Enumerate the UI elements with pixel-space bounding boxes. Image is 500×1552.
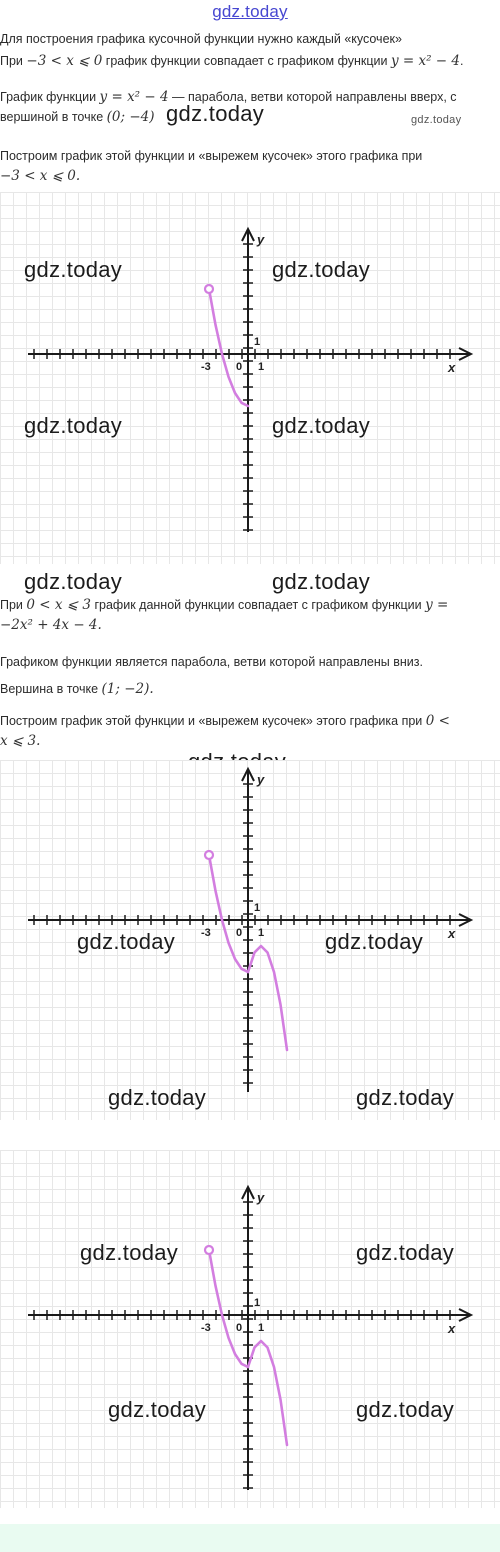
function-curve-2	[248, 1341, 287, 1445]
x-unit-label: 1	[258, 361, 265, 373]
math-inequality: 0 <	[425, 713, 450, 729]
watermark: gdz.today	[108, 1397, 207, 1422]
text-fragment: график данной функции совпадает с графиком функции	[91, 598, 426, 612]
x-minus-three-label: -3	[201, 361, 211, 373]
graph-3-svg	[0, 1150, 500, 1508]
watermark: gdz.today	[356, 1240, 455, 1265]
function-curve-1	[209, 289, 248, 406]
y-unit-label: 1	[254, 902, 261, 914]
graph-2	[0, 760, 500, 1120]
origin-label: 0	[236, 927, 243, 939]
function-curve-1	[209, 1250, 248, 1367]
math-function: y =	[425, 597, 449, 613]
intro-line-2	[0, 51, 496, 71]
watermark: gdz.today	[325, 929, 424, 954]
open-endpoint	[205, 285, 213, 293]
x-minus-three-label: -3	[201, 1322, 211, 1334]
graph-1	[0, 192, 500, 564]
watermark: gdz.today	[272, 413, 371, 438]
y-axis-label: y	[257, 1190, 265, 1205]
text-fragment: график функции совпадает с графиком функции	[102, 54, 391, 68]
vertex-line	[0, 679, 496, 699]
watermark-small: gdz.today	[411, 114, 462, 126]
open-endpoint	[205, 1246, 213, 1254]
watermark: gdz.today	[24, 569, 123, 594]
graph-3	[0, 1150, 500, 1508]
x-unit-label: 1	[258, 927, 265, 939]
function-curve-2	[248, 946, 287, 1050]
watermark: gdz.today	[77, 929, 176, 954]
intro-line-1: Для построения графика кусочной функции нужно каждый «кусочек»	[0, 32, 402, 46]
text-fragment: вершиной в точке	[0, 110, 107, 124]
text-fragment: — парабола, ветви которой направлены вверх, с	[168, 90, 457, 104]
watermark: gdz.today	[356, 1085, 455, 1110]
watermark: gdz.today	[80, 1240, 179, 1265]
text-fragment: При	[0, 598, 27, 612]
math-function: y = x² − 4	[99, 89, 169, 105]
y-axis-label: y	[257, 232, 265, 247]
watermark: gdz.today	[108, 1085, 207, 1110]
origin-label: 0	[236, 1322, 243, 1334]
watermark: gdz.today	[356, 1397, 455, 1422]
graph-1-svg	[0, 192, 500, 564]
text-fragment: Вершина в точке	[0, 682, 102, 696]
downward-parabola: Графиком функции является парабола, ветви которой направлены вниз.	[0, 655, 423, 669]
math-inequality: x ⩽ 3.	[0, 733, 41, 749]
y-unit-label: 1	[254, 336, 261, 348]
build-instruction-2	[0, 711, 496, 751]
x-axis-label: x	[448, 1321, 456, 1336]
origin-label: 0	[236, 361, 243, 373]
text-fragment: График функции	[0, 90, 100, 104]
math-function: y = x² − 4	[390, 53, 460, 69]
text-fragment: .	[459, 54, 464, 68]
math-inequality: −3 < x ⩽ 0.	[0, 168, 81, 184]
watermark: gdz.today	[24, 413, 123, 438]
x-axis-label: x	[448, 360, 456, 375]
x-unit-label: 1	[258, 1322, 265, 1334]
math-inequality: 0 < x ⩽ 3	[26, 597, 91, 613]
watermark: gdz.today	[272, 257, 371, 282]
text-fragment: Построим график этой функции и «вырежем кусочек» этого графика при	[0, 714, 426, 728]
math-point: (1; −2).	[101, 681, 154, 697]
second-piece-line	[0, 595, 496, 635]
graph-2-svg	[0, 760, 500, 1120]
watermark: gdz.today	[272, 569, 371, 594]
text-fragment: Построим график этой функции и «вырежем кусочек» этого графика при	[0, 149, 423, 163]
open-endpoint	[205, 851, 213, 859]
x-axis-label: x	[448, 926, 456, 941]
x-minus-three-label: -3	[201, 927, 211, 939]
function-curve-1	[209, 855, 248, 972]
watermark: gdz.today	[166, 101, 265, 126]
math-point: (0; −4)	[106, 109, 155, 125]
build-instruction-1	[0, 146, 496, 186]
y-unit-label: 1	[254, 1297, 261, 1309]
y-axis-label: y	[257, 772, 265, 787]
text-fragment: При	[0, 54, 27, 68]
watermark: gdz.today	[24, 257, 123, 282]
math-inequality: −3 < x ⩽ 0	[26, 53, 103, 69]
footer-bar	[0, 1524, 500, 1552]
math-function: −2x² + 4x − 4.	[0, 617, 102, 633]
site-link[interactable]: gdz.today	[212, 2, 288, 21]
